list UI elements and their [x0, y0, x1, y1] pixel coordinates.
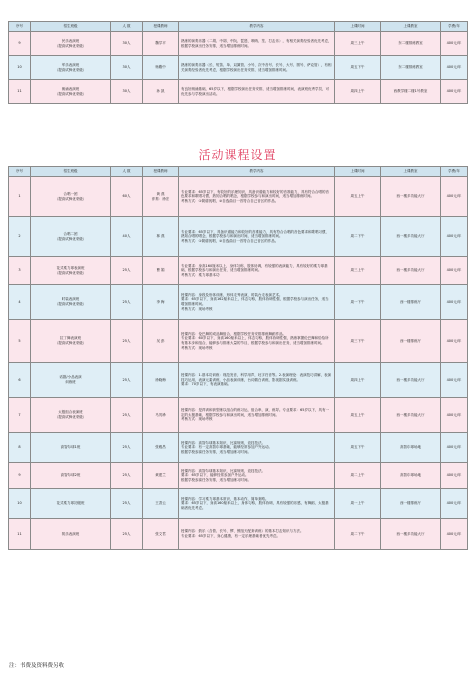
student-count-cell: 25人 [111, 363, 143, 398]
classroom-cell: 西一楼多功能大厅 [381, 363, 441, 398]
table-row [9, 177, 468, 217]
class-time-cell: 周五上午 [335, 177, 381, 217]
student-count-cell: 25人 [111, 398, 143, 433]
table-header-row [9, 167, 468, 177]
column-header-tuition-fee: 学费/年 [441, 22, 468, 32]
column-header-teacher: 授课教师 [143, 22, 179, 32]
table-body [9, 32, 468, 104]
column-header-course-content: 教学内容 [179, 167, 335, 177]
section-title: 活动课程设置 [198, 148, 277, 162]
course-content-cell: 专业要求：身高160厘米以上，身体匀称，肢体协调，有较强的表演能力，具有较好的柔力球基础，根据学校参与和演出任务，适当增加排练时间。 考核方式：柔力球基本功 [179, 257, 335, 285]
course-content-cell: 专业要求：65岁以下，有较好的乐理知识，具备识谱能力和较好的音准能力，具有符合合唱的音色要求和歌唱习惯，熟知合唱的唱念，根据学校参与和演出时间，适当增加排练时间。 考核方式：①简谱视唱，②自选曲目一首符合自己音区的作品。 [179, 177, 335, 217]
row-number-cell: 10 [9, 56, 31, 80]
tuition-fee-cell: 400元/年 [441, 320, 468, 363]
class-time-cell: 周三上午 [335, 257, 381, 285]
class-name-cell: 军乐表演班 （提高试骑优采级） [31, 56, 111, 80]
course-content-cell: 专业要求：65岁以下，具备识谱能力和较好的音准能力，具有符合合唱的音色要求和歌唱习惯，熟知合唱的唱念，根据学校参与和演出时间，适当增加排练时间。 考核方式：①简谱视唱，②自选曲目一首符合自己音区的作品。 [179, 217, 335, 257]
table-row [9, 519, 468, 550]
column-header-class-name: 招生班级 [31, 22, 111, 32]
column-header-class-name: 招生班级 [31, 167, 111, 177]
classroom-cell: 西一楼排练厅 [381, 489, 441, 519]
row-number-cell: 2 [9, 217, 31, 257]
teacher-cell: 黄建兰 [143, 463, 179, 489]
course-content-cell: 授课内容：高智尔球基本知识，比赛规则，竞技技法。 要求：65岁以下，能够经常参加户外运动。 根据学校参赛任务安排，适当增加练习时间。 [179, 463, 335, 489]
class-name-cell: 高智尔球2班 [31, 463, 111, 489]
course-content-cell: 授课内容：鼓乐（含曾、长号、锣、镲组天配套训练）的基本打击知识与方法。 专业要求：65岁以下，身心健康，有一定乐理基础者优先考虑。 [179, 519, 335, 550]
column-header-row-number: 序号 [9, 167, 31, 177]
row-number-cell: 5 [9, 320, 31, 363]
tuition-fee-cell: 400元/年 [441, 519, 468, 550]
table-row [9, 257, 468, 285]
tuition-fee-cell: 400元/年 [441, 217, 468, 257]
row-number-cell: 1 [9, 177, 31, 217]
table-row [9, 80, 468, 104]
class-name-cell: 民乐表演班 （提高试骑优采级） [31, 32, 111, 56]
tuition-fee-cell: 400元/年 [441, 257, 468, 285]
class-name-cell: 合唱一团 （提高试骑优采级） [31, 177, 111, 217]
teacher-cell: 曹 娟 [143, 257, 179, 285]
tuition-fee-cell: 400元/年 [441, 363, 468, 398]
tuition-fee-cell: 400元/年 [441, 285, 468, 320]
table-row [9, 320, 468, 363]
row-number-cell: 7 [9, 398, 31, 433]
classroom-cell: 高智尔球场地 [381, 433, 441, 463]
class-name-cell: 高智尔球1班 [31, 433, 111, 463]
teacher-cell: 孙 凯 [143, 80, 179, 104]
class-time-cell: 周二下午 [335, 519, 381, 550]
column-header-class-time: 上课时间 [335, 22, 381, 32]
classroom-cell: 高智尔球场地 [381, 463, 441, 489]
table-row [9, 489, 468, 519]
course-content-cell: 授课内容：高智尔球基本知识，比赛规则，竞技技法。 专业要求：有一定高智尔球基础，能够经常参加户外运动。 根据学校参赛任务安排，适当增加练习时间。 [179, 433, 335, 463]
column-header-classroom: 上课教室 [381, 22, 441, 32]
class-time-cell: 周三上午 [335, 32, 381, 56]
teacher-cell: 李 梅 [143, 285, 179, 320]
student-count-cell: 30人 [111, 56, 143, 80]
classroom-cell: 西一楼多功能大厅 [381, 257, 441, 285]
course-content-cell: 熟练的演奏乐器（二胡、中胡、中阮、琵琶、唢呐、笙、打击乐），有相关演奏经验者优先考虑，根据学校演出任务安排，适当增加排练时间。 [179, 32, 335, 56]
course-content-cell: 有良好朗诵基础，65岁以下，根据学校演出任务安排，适当增加排练时间，表演班优秀学员，可优先参与学校演出活动。 [179, 80, 335, 104]
row-number-cell: 11 [9, 80, 31, 104]
row-number-cell: 10 [9, 489, 31, 519]
student-count-cell: 30人 [111, 32, 143, 56]
class-name-cell: 太极组合表演班 （提高试骑优采级） [31, 398, 111, 433]
table-row [9, 217, 468, 257]
course-content-cell: 授课内容：身段及形体训练，形体走秀表演，时装台走表演艺术。 要求：65岁以下，身高162厘米以上，体态匀称，肢体协调性强，根据学校参与演出任务，适当增加排练时间。 考核方式：现场考核 [179, 285, 335, 320]
class-time-cell: 周五下午 [335, 433, 381, 463]
class-time-cell: 周四上午 [335, 80, 381, 104]
classroom-cell: 西一楼排练厅 [381, 320, 441, 363]
class-time-cell: 周一上午 [335, 489, 381, 519]
table-row [9, 363, 468, 398]
student-count-cell: 40人 [111, 217, 143, 257]
table-header-row [9, 22, 468, 32]
classroom-cell: 西一楼排练厅 [381, 285, 441, 320]
course-content-cell: 授课内容：1.基本功训练：现范发音，科学用声，吐字归音等。2.表演理论：表演技巧讲解，表演技巧运用，表演元素训练，小品表演训练，台词做白训练，影视剧实战训练。 要求：70岁以下，有表演基础。 [179, 363, 335, 398]
column-header-student-count: 人 数 [111, 167, 143, 177]
activity-course-table [8, 166, 468, 550]
class-name-cell: 时装表演班 （提高试骑优采级） [31, 285, 111, 320]
student-count-cell: 25人 [111, 519, 143, 550]
tuition-fee-cell: 400元/年 [441, 80, 468, 104]
teacher-cell: 张雅昌 [143, 433, 179, 463]
column-header-classroom: 上课教室 [381, 167, 441, 177]
table-row [9, 56, 468, 80]
table-row [9, 433, 468, 463]
table-body [9, 177, 468, 550]
teacher-cell: 王香云 [143, 489, 179, 519]
teacher-cell: 徐晓梅 [143, 363, 179, 398]
footnote: 注：书费及资料费另收 [9, 663, 65, 669]
teacher-cell: 黄 燕 伴奏：徐宏 [143, 177, 179, 217]
teacher-cell: 魏学平 [143, 32, 179, 56]
table-row [9, 32, 468, 56]
row-number-cell: 11 [9, 519, 31, 550]
performance-class-table [8, 21, 468, 104]
table-row [9, 398, 468, 433]
class-name-cell: 花式柔力球初级班 [31, 489, 111, 519]
class-name-cell: 合唱二团 （提高试骑优采级） [31, 217, 111, 257]
teacher-cell: 张文君 [143, 519, 179, 550]
course-content-cell: 授课内容：是拜训和套型练以组合的练习运，组合串，演，练导。专业要求：65岁以下，具有一定的太极基础，根据学校参与和演出时间，适当增加排练时间。 考核方式：现场考核 [179, 398, 335, 433]
column-header-course-content: 教学内容 [179, 22, 335, 32]
classroom-cell: 西一楼多功能大厅 [381, 519, 441, 550]
class-time-cell: 周三下午 [335, 320, 381, 363]
class-name-cell: 话剧/小品表演 训练班 [31, 363, 111, 398]
classroom-cell: 西教学楼二楼1号教室 [381, 80, 441, 104]
student-count-cell: 60人 [111, 177, 143, 217]
classroom-cell: 西一楼多功能大厅 [381, 398, 441, 433]
row-number-cell: 4 [9, 285, 31, 320]
student-count-cell: 25人 [111, 257, 143, 285]
classroom-cell: 西一楼多功能大厅 [381, 217, 441, 257]
class-time-cell: 周一下午 [335, 285, 381, 320]
column-header-tuition-fee: 学费/年 [441, 167, 468, 177]
tuition-fee-cell: 400元/年 [441, 489, 468, 519]
class-time-cell: 周四上午 [335, 363, 381, 398]
table-row [9, 285, 468, 320]
student-count-cell: 25人 [111, 489, 143, 519]
course-content-cell: 授课内容：学习柔力球基本常识，基本动作，简单套路。 要求：65岁以下，身高160厘米以上，身体匀称，肢体协调，具有较强的乐感，有舞蹈、太极基础者优先考虑。 [179, 489, 335, 519]
row-number-cell: 6 [9, 363, 31, 398]
class-name-cell: 朗诵表演班 （提高试骑优采级） [31, 80, 111, 104]
class-time-cell: 周五下午 [335, 56, 381, 80]
tuition-fee-cell: 400元/年 [441, 32, 468, 56]
class-time-cell: 周二下午 [335, 217, 381, 257]
student-count-cell: 25人 [111, 463, 143, 489]
student-count-cell: 30人 [111, 80, 143, 104]
row-number-cell: 9 [9, 463, 31, 489]
tuition-fee-cell: 400元/年 [441, 433, 468, 463]
teacher-cell: 马茂珍 [143, 398, 179, 433]
column-header-row-number: 序号 [9, 22, 31, 32]
course-content-cell: 熟练的演奏乐器（长、短笛、单、双簧管、小号、次中音号、长号、大号、圆号、萨克管），有相关演奏经验者优先考虑，根据学校演出任务安排，适当增加排练时间。 [179, 56, 335, 80]
class-time-cell: 周五上午 [335, 398, 381, 433]
column-header-student-count: 人 数 [111, 22, 143, 32]
table-row [9, 463, 468, 489]
classroom-cell: 西一楼多功能大厅 [381, 177, 441, 217]
row-number-cell: 8 [9, 433, 31, 463]
tuition-fee-cell: 400元/年 [441, 56, 468, 80]
class-name-cell: 筷乐表演班 [31, 519, 111, 550]
classroom-cell: 东二楼排练教室 [381, 32, 441, 56]
student-count-cell: 25人 [111, 433, 143, 463]
course-content-cell: 授课内容：伦巴舞的成品舞组合，根据学校任务安排排练舞蹈作品。 专业要求：60岁以下，身高160厘米以上，体态匀称，肢体协调性强，熟练掌握伦巴舞和恰恰所有基本步和组合，能够参与排练大量的节目，根据学校参与和演出任务，适当增加排练时间。 考核方式：现场考核 [179, 320, 335, 363]
tuition-fee-cell: 400元/年 [441, 177, 468, 217]
row-number-cell: 9 [9, 32, 31, 56]
teacher-cell: 吴 彭 [143, 320, 179, 363]
tuition-fee-cell: 400元/年 [441, 463, 468, 489]
class-name-cell: 花式柔力球表演班 （提高试骑优采级） [31, 257, 111, 285]
student-count-cell: 25人 [111, 320, 143, 363]
tuition-fee-cell: 400元/年 [441, 398, 468, 433]
row-number-cell: 3 [9, 257, 31, 285]
student-count-cell: 25人 [111, 285, 143, 320]
classroom-cell: 东二楼排练教室 [381, 56, 441, 80]
teacher-cell: 杨殿中 [143, 56, 179, 80]
class-time-cell: 周二上午 [335, 463, 381, 489]
class-name-cell: 拉丁舞表演班 （提高试骑优采级） [31, 320, 111, 363]
teacher-cell: 林 燕 [143, 217, 179, 257]
column-header-teacher: 授课教师 [143, 167, 179, 177]
column-header-class-time: 上课时间 [335, 167, 381, 177]
